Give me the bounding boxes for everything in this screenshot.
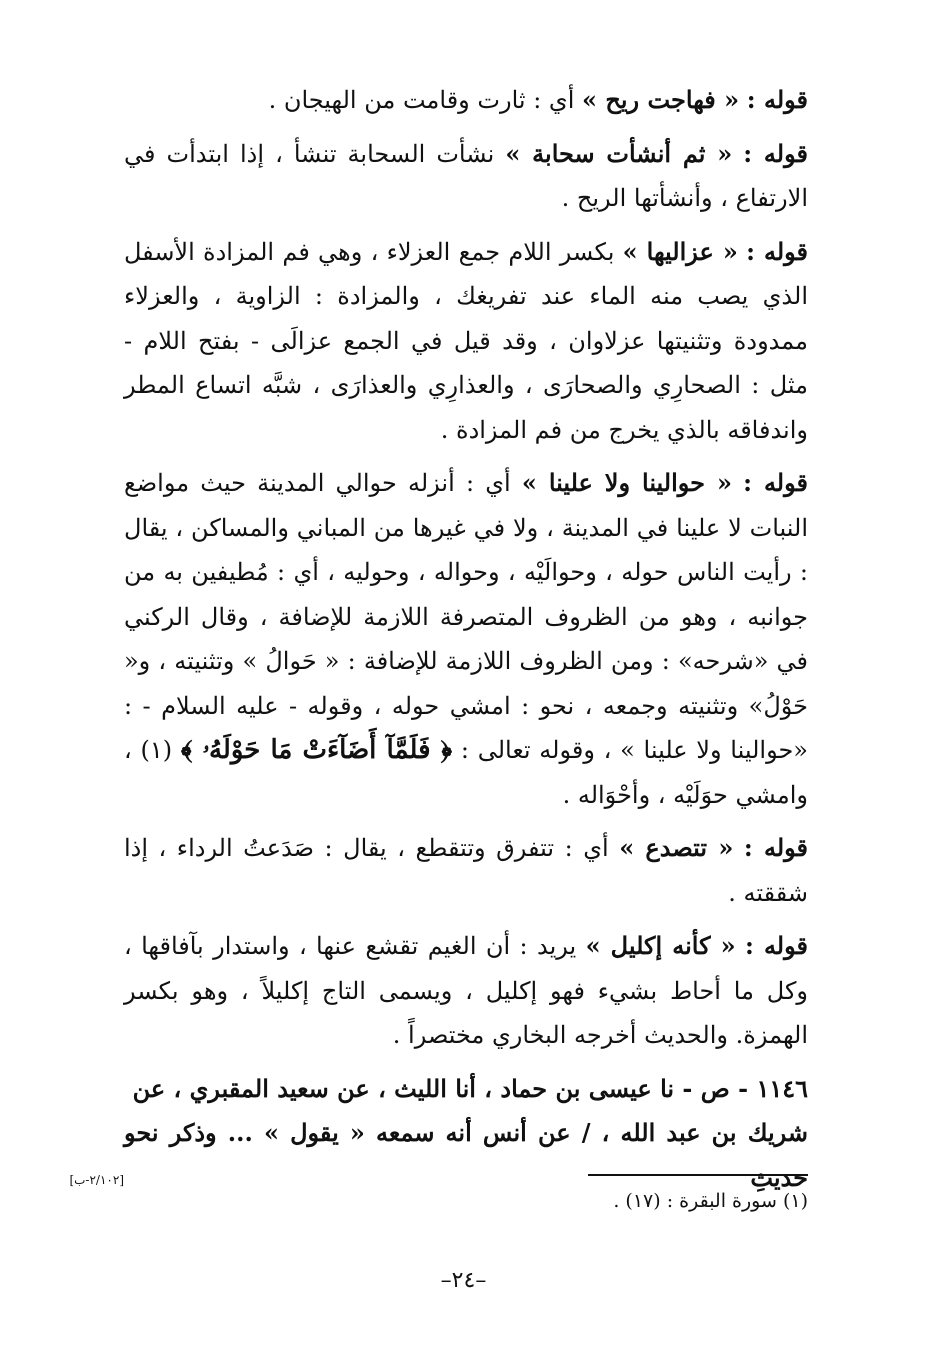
paragraph-iklil xyxy=(124,924,808,1058)
paragraph-text: أي : أنزله حوالي المدينة حيث مواضع النبات لا علينا في المدينة ، ولا في غيرها من المباني والمساكن ، يقال : رأيت الناس حوله ، وحوالَيْه ، وحواله ، وحوليه ، أي : مُطيفين به من جوانبه ، وهو من الظروف المتصرفة اللازمة للإضافة ، وقال الركني في «شرحه» : ومن الظروف اللازمة للإضافة : « حَوالُ » وتثنيته ، و« حَوْلُ» وتثنيته وجمعه ، نحو : امشي حوله ، وقوله - عليه السلام - : «حوالينا ولا علينا » ، وقوله تعالى : xyxy=(124,469,809,764)
paragraph-text: بكسر اللام جمع العزلاء ، وهي فم المزادة الأسفل الذي يصب منه الماء عند تفريغك ، والمزادة : الزاوية ، والعزلاء ممدودة وتثنيتها عزلاوان ، وقد قيل في الجمع عزالَى - بفتح اللام - مثل : الصحارِي والصحارَى ، والعذارِي والعذارَى ، شبَّه اتساع المطر واندفاقه بالذي يخرج من فم المزادة . xyxy=(124,237,808,444)
paragraph-hawalayna xyxy=(124,461,808,817)
main-text xyxy=(69,78,809,1209)
paragraph-text: يريد : أن الغيم تقشع عنها ، واستدار بآفاقها ، وكل ما أحاط بشيء فهو إكليل ، ويسمى التاج إكليلاً ، وهو بكسر الهمزة. والحديث أخرجه البخاري مختصراً . xyxy=(124,932,808,1049)
quoted-phrase: « تتصدع » xyxy=(619,833,734,862)
paragraph-label: قوله : xyxy=(743,138,808,168)
footnote: (١) سورة البقرة : (١٧) . xyxy=(613,1190,808,1212)
quoted-phrase: « فهاجت ريح » xyxy=(582,85,740,114)
paragraph-label: قوله : xyxy=(746,85,808,114)
quoted-phrase: « كأنه إكليل » xyxy=(585,931,736,960)
page-number: –٢٤– xyxy=(440,1268,487,1293)
paragraph-label: قوله : xyxy=(746,236,809,266)
footnote-divider xyxy=(588,1174,808,1176)
manuscript-folio-reference: [٢/١٠٢-ب] xyxy=(69,1172,124,1187)
quoted-phrase: « عزاليها » xyxy=(622,236,738,266)
paragraph-azaliha xyxy=(124,230,808,453)
paragraph-label: قوله : xyxy=(744,931,808,960)
paragraph-text: نشأت السحابة تنشأ ، إذا ابتدأت في الارتفاع ، وأنشأتها الريح . xyxy=(124,139,808,212)
paragraph-text: أي : ثارت وقامت من الهيجان . xyxy=(268,86,575,114)
paragraph-fahajat xyxy=(124,78,808,123)
paragraph-text: أي : تتفرق وتتقطع ، يقال : صَدَعتُ الرداء ، إذا شققته . xyxy=(124,834,808,907)
paragraph-label: قوله : xyxy=(743,468,808,497)
paragraph-text-end: ، وامشي حوَلَيْه ، وأحْوَاله . xyxy=(124,736,808,809)
hadith-line-2: شريك بن عبد الله ، / عن أنس أنه سمعه « يقول » ... وذكر نحو حديثِ xyxy=(124,1118,808,1192)
paragraph-tatasadda xyxy=(124,826,808,915)
paragraph-ansha-at xyxy=(124,132,808,221)
quran-verse: ﴿ فَلَمَّآ أَضَآءَتْ مَا حَوْلَهُۥ ﴾ xyxy=(180,735,453,765)
quoted-phrase: « حوالينا ولا علينا » xyxy=(521,468,732,497)
hadith-entry xyxy=(69,1067,808,1201)
quoted-phrase: « ثم أنشأت سحابة » xyxy=(505,138,733,168)
paragraph-label: قوله : xyxy=(743,833,809,862)
footnote-marker: (١) xyxy=(131,736,173,764)
hadith-line-1: ١١٤٦ - ص - نا عيسى بن حماد ، أنا الليث ، عن سعيد المقبري ، عن xyxy=(132,1073,808,1103)
